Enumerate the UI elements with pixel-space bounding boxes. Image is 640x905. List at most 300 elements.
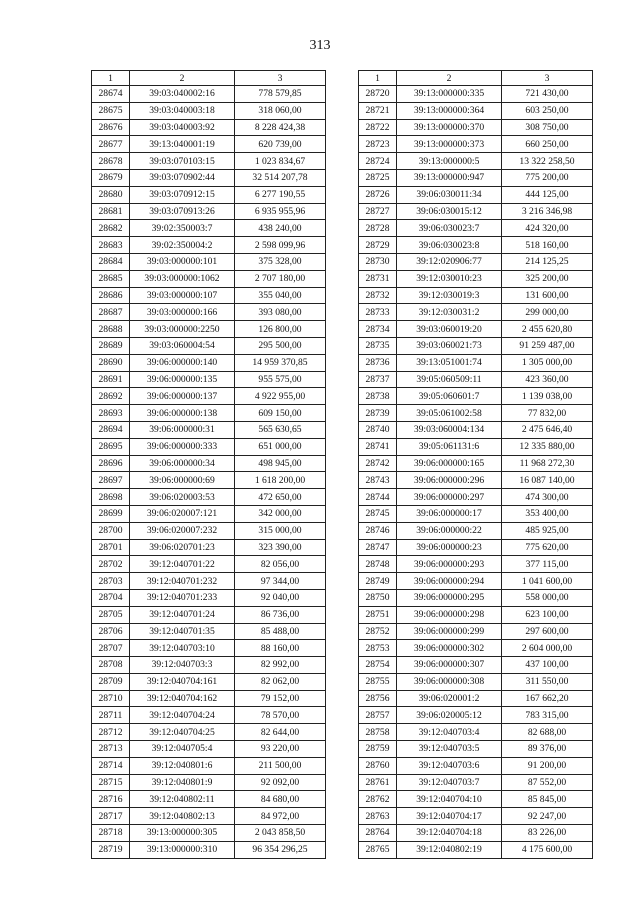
- table-row: [92, 405, 326, 422]
- cadastral-number-cell: 39:03:040002:16: [130, 86, 235, 103]
- value-cell: 311 550,00: [502, 673, 593, 690]
- row-number-cell: 28696: [92, 455, 130, 472]
- table-row: [92, 86, 326, 103]
- cadastral-number-cell: 39:03:000000:107: [130, 287, 235, 304]
- value-cell: 12 335 880,00: [502, 438, 593, 455]
- table-row: [92, 556, 326, 573]
- value-cell: 92 040,00: [235, 589, 326, 606]
- row-number-cell: 28742: [359, 455, 397, 472]
- column-header: 3: [235, 71, 326, 86]
- cadastral-number-cell: 39:05:060601:7: [397, 388, 502, 405]
- row-number-cell: 28726: [359, 186, 397, 203]
- table-row: [92, 539, 326, 556]
- cadastral-number-cell: 39:06:020003:53: [130, 489, 235, 506]
- table-row: [359, 640, 593, 657]
- value-cell: 308 750,00: [502, 119, 593, 136]
- table-row: [92, 354, 326, 371]
- table-row: [359, 287, 593, 304]
- row-number-cell: 28686: [92, 287, 130, 304]
- table-row: [359, 808, 593, 825]
- table-row: [92, 623, 326, 640]
- cadastral-number-cell: 39:06:020005:12: [397, 707, 502, 724]
- cadastral-number-cell: 39:06:000000:294: [397, 573, 502, 590]
- value-cell: 32 514 207,78: [235, 169, 326, 186]
- value-cell: 3 216 346,98: [502, 203, 593, 220]
- table-row: [359, 371, 593, 388]
- row-number-cell: 28744: [359, 489, 397, 506]
- cadastral-number-cell: 39:06:000000:137: [130, 388, 235, 405]
- cadastral-number-cell: 39:06:020701:23: [130, 539, 235, 556]
- value-cell: 721 430,00: [502, 86, 593, 103]
- table-row: [359, 472, 593, 489]
- value-cell: 518 160,00: [502, 237, 593, 254]
- table-row: [359, 136, 593, 153]
- value-cell: 214 125,25: [502, 253, 593, 270]
- cadastral-number-cell: 39:06:000000:298: [397, 606, 502, 623]
- row-number-cell: 28765: [359, 841, 397, 858]
- cadastral-number-cell: 39:13:000000:947: [397, 169, 502, 186]
- value-cell: 2 707 180,00: [235, 270, 326, 287]
- table-row: [359, 86, 593, 103]
- cadastral-number-cell: 39:12:040802:19: [397, 841, 502, 858]
- table-row: [359, 505, 593, 522]
- value-cell: 558 000,00: [502, 589, 593, 606]
- value-cell: 96 354 296,25: [235, 841, 326, 858]
- row-number-cell: 28725: [359, 169, 397, 186]
- cadastral-number-cell: 39:06:000000:295: [397, 589, 502, 606]
- value-cell: 84 972,00: [235, 808, 326, 825]
- cadastral-number-cell: 39:03:070912:15: [130, 186, 235, 203]
- row-number-cell: 28752: [359, 623, 397, 640]
- table-row: [92, 321, 326, 338]
- value-cell: 955 575,00: [235, 371, 326, 388]
- row-number-cell: 28733: [359, 304, 397, 321]
- value-cell: 651 000,00: [235, 438, 326, 455]
- row-number-cell: 28734: [359, 321, 397, 338]
- row-number-cell: 28738: [359, 388, 397, 405]
- row-number-cell: 28735: [359, 337, 397, 354]
- cadastral-number-cell: 39:03:000000:2250: [130, 321, 235, 338]
- cadastral-number-cell: 39:03:060004:134: [397, 421, 502, 438]
- row-number-cell: 28704: [92, 589, 130, 606]
- table-row: [359, 690, 593, 707]
- cadastral-number-cell: 39:02:350004:2: [130, 237, 235, 254]
- table-row: [92, 489, 326, 506]
- table-row: [359, 438, 593, 455]
- table-row: [92, 186, 326, 203]
- table-row: [92, 169, 326, 186]
- row-number-cell: 28706: [92, 623, 130, 640]
- table-row: [92, 707, 326, 724]
- table-row: [92, 757, 326, 774]
- value-cell: 623 100,00: [502, 606, 593, 623]
- row-number-cell: 28677: [92, 136, 130, 153]
- table-row: [92, 270, 326, 287]
- cadastral-number-cell: 39:05:061002:58: [397, 405, 502, 422]
- value-cell: 4 922 955,00: [235, 388, 326, 405]
- cadastral-number-cell: 39:12:040704:25: [130, 724, 235, 741]
- cadastral-number-cell: 39:12:040801:6: [130, 757, 235, 774]
- table-row: [92, 304, 326, 321]
- table-row: [359, 825, 593, 842]
- value-cell: 84 680,00: [235, 791, 326, 808]
- cadastral-number-cell: 39:06:000000:293: [397, 556, 502, 573]
- value-cell: 375 328,00: [235, 253, 326, 270]
- row-number-cell: 28691: [92, 371, 130, 388]
- value-cell: 14 959 370,85: [235, 354, 326, 371]
- row-number-cell: 28680: [92, 186, 130, 203]
- cadastral-number-cell: 39:12:040703:5: [397, 741, 502, 758]
- cadastral-number-cell: 39:03:070103:15: [130, 153, 235, 170]
- table-row: [359, 186, 593, 203]
- cadastral-number-cell: 39:03:060021:73: [397, 337, 502, 354]
- row-number-cell: 28675: [92, 102, 130, 119]
- value-cell: 318 060,00: [235, 102, 326, 119]
- cadastral-number-cell: 39:12:040701:232: [130, 573, 235, 590]
- table-row: [359, 253, 593, 270]
- row-number-cell: 28674: [92, 86, 130, 103]
- cadastral-number-cell: 39:06:020007:232: [130, 522, 235, 539]
- cadastral-number-cell: 39:13:000000:305: [130, 825, 235, 842]
- cadastral-number-cell: 39:12:030010:23: [397, 270, 502, 287]
- table-row: [92, 606, 326, 623]
- table-row: [92, 371, 326, 388]
- row-number-cell: 28760: [359, 757, 397, 774]
- value-cell: 82 062,00: [235, 673, 326, 690]
- row-number-cell: 28757: [359, 707, 397, 724]
- row-number-cell: 28761: [359, 774, 397, 791]
- row-number-cell: 28741: [359, 438, 397, 455]
- table-row: [359, 673, 593, 690]
- row-number-cell: 28751: [359, 606, 397, 623]
- cadastral-number-cell: 39:06:000000:138: [130, 405, 235, 422]
- row-number-cell: 28715: [92, 774, 130, 791]
- cadastral-number-cell: 39:13:051001:74: [397, 354, 502, 371]
- cadastral-number-cell: 39:06:000000:31: [130, 421, 235, 438]
- value-cell: 315 000,00: [235, 522, 326, 539]
- value-cell: 88 160,00: [235, 640, 326, 657]
- table-row: [359, 623, 593, 640]
- row-number-cell: 28711: [92, 707, 130, 724]
- row-number-cell: 28754: [359, 657, 397, 674]
- row-number-cell: 28697: [92, 472, 130, 489]
- value-cell: 6 935 955,96: [235, 203, 326, 220]
- table-row: [359, 489, 593, 506]
- row-number-cell: 28722: [359, 119, 397, 136]
- row-number-cell: 28685: [92, 270, 130, 287]
- value-cell: 778 579,85: [235, 86, 326, 103]
- table-row: [359, 388, 593, 405]
- column-header: 1: [359, 71, 397, 86]
- value-cell: 211 500,00: [235, 757, 326, 774]
- value-cell: 424 320,00: [502, 220, 593, 237]
- cadastral-number-cell: 39:12:040801:9: [130, 774, 235, 791]
- column-header: 2: [130, 71, 235, 86]
- table-row: [92, 102, 326, 119]
- row-number-cell: 28681: [92, 203, 130, 220]
- left-table: [91, 70, 326, 859]
- table-row: [92, 673, 326, 690]
- value-cell: 2 604 000,00: [502, 640, 593, 657]
- cadastral-number-cell: 39:05:061131:6: [397, 438, 502, 455]
- row-number-cell: 28712: [92, 724, 130, 741]
- value-cell: 620 739,00: [235, 136, 326, 153]
- table-row: [359, 237, 593, 254]
- table-row: [359, 774, 593, 791]
- table-row: [92, 287, 326, 304]
- table-row: [359, 220, 593, 237]
- table-row: [92, 690, 326, 707]
- cadastral-number-cell: 39:06:000000:34: [130, 455, 235, 472]
- table-row: [359, 119, 593, 136]
- cadastral-number-cell: 39:06:030023:8: [397, 237, 502, 254]
- table-row: [92, 774, 326, 791]
- cadastral-number-cell: 39:03:000000:101: [130, 253, 235, 270]
- table-row: [92, 522, 326, 539]
- row-number-cell: 28747: [359, 539, 397, 556]
- table-row: [92, 505, 326, 522]
- table-row: [92, 589, 326, 606]
- row-number-cell: 28730: [359, 253, 397, 270]
- cadastral-number-cell: 39:12:040703:7: [397, 774, 502, 791]
- column-header: 2: [397, 71, 502, 86]
- table-row: [92, 220, 326, 237]
- table-row: [359, 153, 593, 170]
- cadastral-number-cell: 39:12:040703:6: [397, 757, 502, 774]
- cadastral-number-cell: 39:06:000000:17: [397, 505, 502, 522]
- row-number-cell: 28700: [92, 522, 130, 539]
- row-number-cell: 28710: [92, 690, 130, 707]
- row-number-cell: 28693: [92, 405, 130, 422]
- cadastral-number-cell: 39:12:040701:22: [130, 556, 235, 573]
- value-cell: 609 150,00: [235, 405, 326, 422]
- value-cell: 97 344,00: [235, 573, 326, 590]
- cadastral-number-cell: 39:13:040001:19: [130, 136, 235, 153]
- cadastral-number-cell: 39:13:000000:310: [130, 841, 235, 858]
- page-number: 313: [309, 38, 331, 53]
- cadastral-number-cell: 39:12:040802:11: [130, 791, 235, 808]
- value-cell: 8 228 424,38: [235, 119, 326, 136]
- cadastral-number-cell: 39:06:000000:140: [130, 354, 235, 371]
- value-cell: 295 500,00: [235, 337, 326, 354]
- cadastral-number-cell: 39:06:000000:297: [397, 489, 502, 506]
- cadastral-number-cell: 39:03:060004:54: [130, 337, 235, 354]
- cadastral-number-cell: 39:12:040701:233: [130, 589, 235, 606]
- row-number-cell: 28727: [359, 203, 397, 220]
- row-number-cell: 28682: [92, 220, 130, 237]
- row-number-cell: 28713: [92, 741, 130, 758]
- value-cell: 87 552,00: [502, 774, 593, 791]
- value-cell: 438 240,00: [235, 220, 326, 237]
- row-number-cell: 28698: [92, 489, 130, 506]
- row-number-cell: 28683: [92, 237, 130, 254]
- row-number-cell: 28702: [92, 556, 130, 573]
- row-number-cell: 28718: [92, 825, 130, 842]
- value-cell: 82 992,00: [235, 657, 326, 674]
- table-row: [359, 270, 593, 287]
- table-row: [92, 203, 326, 220]
- row-number-cell: 28732: [359, 287, 397, 304]
- value-cell: 444 125,00: [502, 186, 593, 203]
- table-row: [359, 421, 593, 438]
- cadastral-number-cell: 39:06:000000:307: [397, 657, 502, 674]
- row-number-cell: 28748: [359, 556, 397, 573]
- row-number-cell: 28729: [359, 237, 397, 254]
- value-cell: 775 200,00: [502, 169, 593, 186]
- table-row: [359, 707, 593, 724]
- value-cell: 437 100,00: [502, 657, 593, 674]
- table-row: [359, 203, 593, 220]
- table-row: [92, 153, 326, 170]
- table-row: [92, 455, 326, 472]
- value-cell: 1 023 834,67: [235, 153, 326, 170]
- cadastral-number-cell: 39:12:040701:24: [130, 606, 235, 623]
- row-number-cell: 28755: [359, 673, 397, 690]
- value-cell: 126 800,00: [235, 321, 326, 338]
- table-header-row: [359, 71, 593, 86]
- table-row: [92, 741, 326, 758]
- cadastral-number-cell: 39:12:040704:161: [130, 673, 235, 690]
- value-cell: 2 598 099,96: [235, 237, 326, 254]
- value-cell: 1 618 200,00: [235, 472, 326, 489]
- table-row: [92, 808, 326, 825]
- table-row: [92, 724, 326, 741]
- row-number-cell: 28688: [92, 321, 130, 338]
- table-row: [359, 455, 593, 472]
- table-row: [92, 825, 326, 842]
- table-row: [359, 321, 593, 338]
- value-cell: 297 600,00: [502, 623, 593, 640]
- row-number-cell: 28721: [359, 102, 397, 119]
- value-cell: 323 390,00: [235, 539, 326, 556]
- cadastral-number-cell: 39:03:070902:44: [130, 169, 235, 186]
- cadastral-number-cell: 39:06:000000:296: [397, 472, 502, 489]
- cadastral-number-cell: 39:05:060509:11: [397, 371, 502, 388]
- row-number-cell: 28689: [92, 337, 130, 354]
- value-cell: 82 056,00: [235, 556, 326, 573]
- table-row: [359, 354, 593, 371]
- row-number-cell: 28676: [92, 119, 130, 136]
- value-cell: 1 139 038,00: [502, 388, 593, 405]
- row-number-cell: 28764: [359, 825, 397, 842]
- value-cell: 423 360,00: [502, 371, 593, 388]
- table-row: [359, 757, 593, 774]
- row-number-cell: 28736: [359, 354, 397, 371]
- value-cell: 85 845,00: [502, 791, 593, 808]
- value-cell: 660 250,00: [502, 136, 593, 153]
- row-number-cell: 28679: [92, 169, 130, 186]
- table-row: [92, 388, 326, 405]
- value-cell: 565 630,65: [235, 421, 326, 438]
- value-cell: 77 832,00: [502, 405, 593, 422]
- table-row: [92, 337, 326, 354]
- table-row: [359, 405, 593, 422]
- row-number-cell: 28739: [359, 405, 397, 422]
- table-row: [359, 657, 593, 674]
- table-row: [92, 791, 326, 808]
- cadastral-number-cell: 39:03:040003:92: [130, 119, 235, 136]
- table-row: [359, 522, 593, 539]
- table-row: [92, 640, 326, 657]
- row-number-cell: 28678: [92, 153, 130, 170]
- cadastral-number-cell: 39:03:070913:26: [130, 203, 235, 220]
- row-number-cell: 28745: [359, 505, 397, 522]
- row-number-cell: 28723: [359, 136, 397, 153]
- row-number-cell: 28720: [359, 86, 397, 103]
- value-cell: 325 200,00: [502, 270, 593, 287]
- cadastral-number-cell: 39:12:040701:35: [130, 623, 235, 640]
- value-cell: 89 376,00: [502, 741, 593, 758]
- cadastral-number-cell: 39:13:000000:335: [397, 86, 502, 103]
- table-row: [359, 337, 593, 354]
- row-number-cell: 28719: [92, 841, 130, 858]
- cadastral-number-cell: 39:06:000000:23: [397, 539, 502, 556]
- cadastral-number-cell: 39:12:040703:4: [397, 724, 502, 741]
- row-number-cell: 28717: [92, 808, 130, 825]
- table-row: [359, 169, 593, 186]
- row-number-cell: 28707: [92, 640, 130, 657]
- table-row: [359, 102, 593, 119]
- column-header: 3: [502, 71, 593, 86]
- cadastral-number-cell: 39:06:000000:135: [130, 371, 235, 388]
- value-cell: 393 080,00: [235, 304, 326, 321]
- cadastral-number-cell: 39:06:000000:22: [397, 522, 502, 539]
- cadastral-number-cell: 39:06:000000:308: [397, 673, 502, 690]
- value-cell: 498 945,00: [235, 455, 326, 472]
- value-cell: 79 152,00: [235, 690, 326, 707]
- row-number-cell: 28750: [359, 589, 397, 606]
- cadastral-number-cell: 39:12:040703:3: [130, 657, 235, 674]
- row-number-cell: 28749: [359, 573, 397, 590]
- row-number-cell: 28687: [92, 304, 130, 321]
- cadastral-number-cell: 39:12:040705:4: [130, 741, 235, 758]
- row-number-cell: 28699: [92, 505, 130, 522]
- value-cell: 92 092,00: [235, 774, 326, 791]
- table-row: [92, 119, 326, 136]
- cadastral-number-cell: 39:03:000000:166: [130, 304, 235, 321]
- row-number-cell: 28708: [92, 657, 130, 674]
- cadastral-number-cell: 39:12:040703:10: [130, 640, 235, 657]
- row-number-cell: 28743: [359, 472, 397, 489]
- value-cell: 82 688,00: [502, 724, 593, 741]
- cadastral-number-cell: 39:06:020001:2: [397, 690, 502, 707]
- value-cell: 16 087 140,00: [502, 472, 593, 489]
- value-cell: 2 475 646,40: [502, 421, 593, 438]
- value-cell: 2 043 858,50: [235, 825, 326, 842]
- cadastral-number-cell: 39:03:000000:1062: [130, 270, 235, 287]
- cadastral-number-cell: 39:02:350003:7: [130, 220, 235, 237]
- value-cell: 783 315,00: [502, 707, 593, 724]
- row-number-cell: 28692: [92, 388, 130, 405]
- row-number-cell: 28705: [92, 606, 130, 623]
- cadastral-number-cell: 39:06:000000:302: [397, 640, 502, 657]
- value-cell: 86 736,00: [235, 606, 326, 623]
- row-number-cell: 28737: [359, 371, 397, 388]
- table-row: [359, 791, 593, 808]
- cadastral-number-cell: 39:06:000000:299: [397, 623, 502, 640]
- right-table-body: [359, 86, 593, 859]
- row-number-cell: 28724: [359, 153, 397, 170]
- row-number-cell: 28703: [92, 573, 130, 590]
- cadastral-number-cell: 39:06:000000:69: [130, 472, 235, 489]
- cadastral-number-cell: 39:12:030031:2: [397, 304, 502, 321]
- row-number-cell: 28746: [359, 522, 397, 539]
- value-cell: 11 968 272,30: [502, 455, 593, 472]
- row-number-cell: 28690: [92, 354, 130, 371]
- row-number-cell: 28758: [359, 724, 397, 741]
- value-cell: 131 600,00: [502, 287, 593, 304]
- value-cell: 603 250,00: [502, 102, 593, 119]
